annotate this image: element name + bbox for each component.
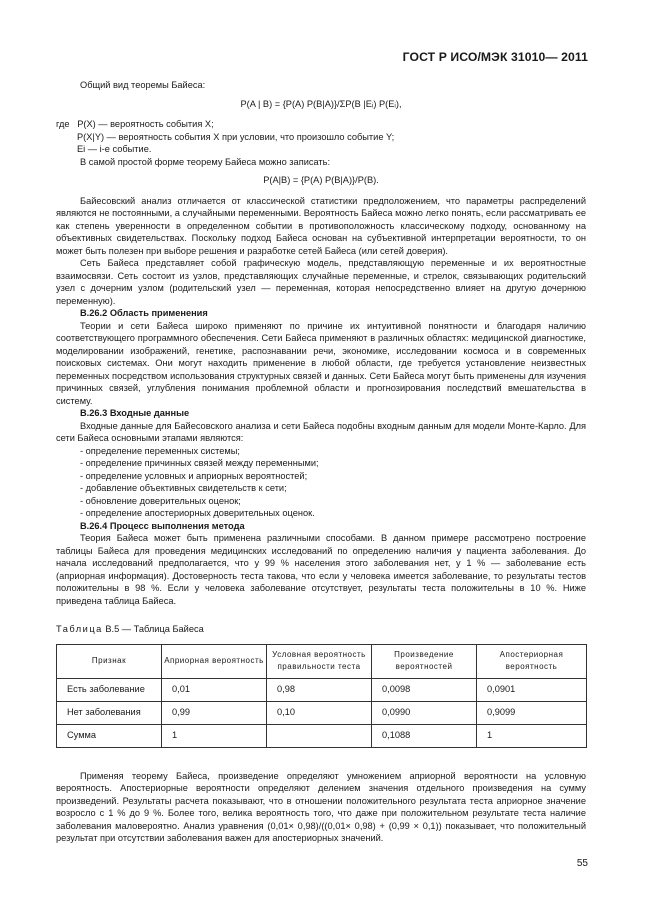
where-label: где bbox=[56, 119, 70, 129]
bayes-formula-simple: P(A|B) = {P(A) P(B|A)}/P(B). bbox=[263, 175, 379, 185]
column-header: Признак bbox=[57, 644, 162, 678]
list-item: - обновление доверительных оценок; bbox=[80, 495, 241, 506]
table-row bbox=[57, 678, 587, 701]
paragraph-conclusion: Применяя теорему Байеса, произведение определяют умножением априорной вероятности на условную вероятность. Апостериорные вероятности определяют делением значения отдельного произведения на сумму произведений. Результаты расчета показывают, что в отношении положительного результата теста априорное значение возросло с 1 % до 9 %. Более того, велика вероятность того, что даже при положительном результате теста наличие заболевания маловероятно. Анализ уравнения (0,01× 0,98)/((0,01× 0,98) + (0,99 × 0,1)) показывает, что положительный результат при отсутствии заболевания важен для апостериорных значений. bbox=[56, 770, 586, 843]
table-cell: Есть заболевание bbox=[57, 678, 162, 701]
list-item: - определение переменных системы; bbox=[80, 445, 240, 456]
document-header: ГОСТ Р ИСО/МЭК 31010— 2011 bbox=[402, 50, 588, 64]
table-cell bbox=[267, 724, 372, 747]
table-header-row bbox=[57, 644, 587, 678]
table-cell: 0,99 bbox=[162, 701, 267, 724]
legend-item-2: P(X|Y) — вероятность события X при условии, что произошло событие Y; bbox=[77, 131, 395, 142]
list-item: - определение условных и априорных вероятностей; bbox=[80, 470, 308, 481]
table-cell: 1 bbox=[477, 724, 587, 747]
paragraph-inputs: Входные данные для Байесовского анализа и сети Байеса подобны входным данным для модели Монте-Карло. Для сети Байеса основными этапами являются: bbox=[56, 420, 586, 443]
table-row bbox=[57, 701, 587, 724]
column-header: Произведение вероятностей bbox=[372, 644, 477, 678]
legend-item-3: Ei — i-e событие. bbox=[77, 144, 152, 154]
table-cell: 0,1088 bbox=[372, 724, 477, 747]
bayes-table bbox=[56, 644, 587, 748]
table-cell: 0,9099 bbox=[477, 701, 587, 724]
page-number: 55 bbox=[576, 858, 588, 869]
table-cell: 0,98 bbox=[267, 678, 372, 701]
simple-form-intro: В самой простой форме теорему Байеса можно записать: bbox=[80, 156, 331, 167]
table-caption-title: B.5 — Таблица Байеса bbox=[102, 624, 204, 634]
table-caption bbox=[56, 623, 586, 636]
table-cell: Сумма bbox=[57, 724, 162, 747]
table-cell: 0,10 bbox=[267, 701, 372, 724]
list-item: - добавление объективных свидетельств к сети; bbox=[80, 483, 287, 493]
general-intro: Общий вид теоремы Байеса: bbox=[80, 80, 206, 90]
section-heading-inputs: B.26.3 Входные данные bbox=[80, 408, 190, 418]
table-cell: 1 bbox=[162, 724, 267, 747]
list-item: - определение причинных связей между переменными; bbox=[80, 458, 319, 468]
table-cell: Нет заболевания bbox=[57, 701, 162, 724]
list-item: - определение апостериорных доверительных оценок. bbox=[80, 508, 315, 518]
bayes-formula-general: P(A | B) = {P(A) P(B|A)}/ΣP(B |Eᵢ) P(Eᵢ), bbox=[240, 98, 402, 109]
steps-list bbox=[56, 445, 586, 520]
paragraph-bayesian-analysis: Байесовский анализ отличается от классической статистики предположением, что параметры распределений являются не постоянными, а случайными переменными. Вероятность Байеса можно легко понять, если рассматривать ее как степень уверенности в определенном событии в противоположность классическому подходу, основанному на объективных свидетельствах. Поскольку подход Байеса основан на субъективной интерпретации вероятности, то он может быть полезен при выборе решения и разработке сетей Байеса (или сетей доверия). bbox=[56, 195, 586, 256]
legend-item-1: где P(X) — вероятность события X; bbox=[56, 119, 214, 129]
table-row bbox=[57, 724, 587, 747]
table-cell: 0,01 bbox=[162, 678, 267, 701]
section-heading-application: B.26.2 Область применения bbox=[80, 308, 208, 318]
table-cell: 0,0901 bbox=[477, 678, 587, 701]
table-cell: 0,0098 bbox=[372, 678, 477, 701]
paragraph-application: Теории и сети Байеса широко применяют по причине их интуитивной понятности и благодаря наличию соответствующего программного обеспечения. Сети Байеса применяют в различных областях: медицинской диагностике, моделировании изображений, генетике, распознавании речи, экономике, исследовании космоса и в современных поисковых системах. Они могут находить применение в любой области, где требуется установление неизвестных переменных посредством использования структурных связей и данных. Сети Байеса могут быть применены для изучения причинных связей, углубления понимания проблемной области и прогнозирования последствий вмешательства в систему. bbox=[56, 320, 586, 406]
column-header: Апостериорная вероятность bbox=[477, 644, 587, 678]
paragraph-bayes-network: Сеть Байеса представляет собой графическую модель, представляющую переменные и их вероятностные взаимосвязи. Сеть состоит из узлов, представляющих случайные переменные, и стрелок, связывающих родительский узел с дочерним узлом (родительский узел — переменная, которая непосредственно влияет на другую дочернюю переменную). bbox=[56, 258, 586, 306]
table-caption-label: Таблица bbox=[56, 624, 103, 634]
table-cell: 0,0990 bbox=[372, 701, 477, 724]
paragraph-process: Теория Байеса может быть применена различными способами. В данном примере рассмотрено построение таблицы Байеса для проведения медицинских исследований по определению наличия у пациента заболевания. До начала исследований предполагается, что у 99 % населения этого заболевания нет, у 1 % — заболевание есть (априорная информация). Достоверность теста такова, что если у человека имеется заболевание, то результаты тестов положительны в 98 %. Если у человека заболевание отсутствует, результаты теста положительны в 10 %. Ниже приведена таблица Байеса. bbox=[56, 533, 586, 606]
column-header: Априорная вероятность bbox=[162, 644, 267, 678]
column-header: Условная вероятность правильности теста bbox=[267, 644, 372, 678]
section-heading-process: B.26.4 Процесс выполнения метода bbox=[80, 520, 245, 531]
page-body bbox=[56, 79, 586, 845]
formula-legend bbox=[56, 118, 586, 156]
